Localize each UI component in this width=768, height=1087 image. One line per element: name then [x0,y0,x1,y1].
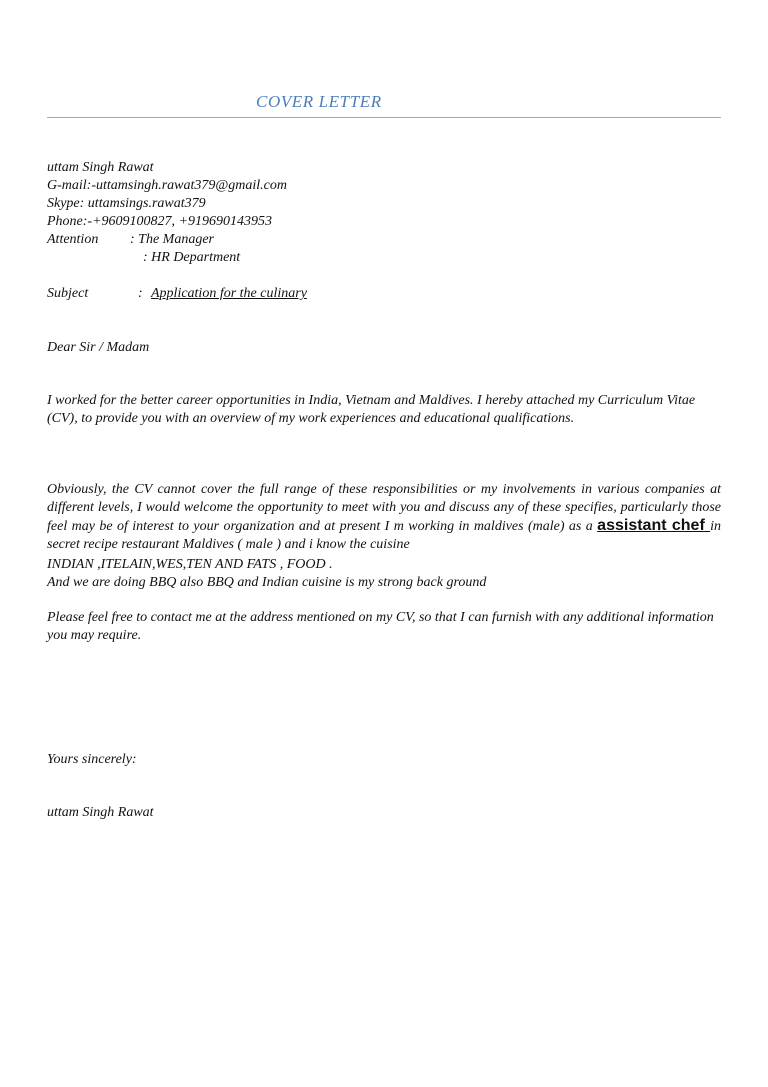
paragraph-responsibilities-text: Obviously, the CV cannot cover the full range of these responsibilities or my involvements in various companies at different levels, I would welcome the opportunity to meet with you and discuss any of these specifies, particularly those feel may be of interest to your organization and at present I m working in maldives (male) as a [47,482,721,534]
attention-label: Attention [47,232,99,247]
closing: Yours sincerely: [47,752,137,767]
cuisine-list: INDIAN ,ITELAIN,WES,TEN AND FATS , FOOD . [47,557,333,572]
subject-value: Application for the culinary [151,286,307,301]
attention-manager: : The Manager [130,232,214,247]
signature-name: uttam Singh Rawat [47,805,154,820]
sender-skype: Skype: uttamsings.rawat379 [47,196,206,211]
sender-name: uttam Singh Rawat [47,160,154,175]
document-title: COVER LETTER [256,92,382,111]
paragraph-experience: I worked for the better career opportunities in India, Vietnam and Maldives. I hereby attached my Curriculum Vitae (CV), to provide you with an overview of my work experiences and educational qualifications. [47,393,696,426]
subject-colon: : [138,286,143,301]
bbq-statement: And we are doing BBQ also BBQ and Indian cuisine is my strong back ground [47,575,487,590]
title-divider [47,117,721,118]
sender-gmail: G-mail:-uttamsingh.rawat379@gmail.com [47,178,287,193]
sender-phone: Phone:-+9609100827, +919690143953 [47,214,272,229]
paragraph-responsibilities [47,481,721,554]
assistant-chef-highlight: assistant chef [597,517,711,534]
salutation: Dear Sir / Madam [47,340,150,355]
paragraph-contact: Please feel free to contact me at the address mentioned on my CV, so that I can furnish with any additional information you may require. [47,610,714,643]
paragraph-responsibilities-tail: in secret recipe restaurant Maldives ( male ) and i know the cuisine [47,519,722,552]
attention-department: : HR Department [143,250,241,265]
subject-label: Subject [47,286,89,301]
